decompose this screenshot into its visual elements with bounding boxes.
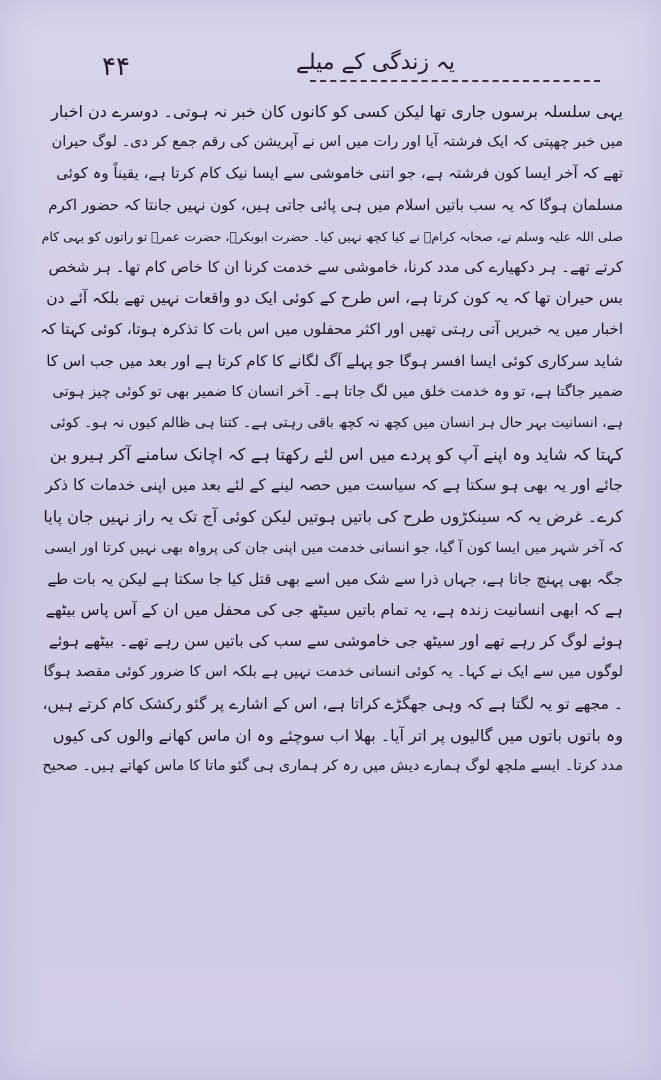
header-rule [310, 80, 600, 82]
running-title: یہ زندگی کے میلے [295, 50, 455, 75]
text-line: شاید سرکاری کوئی ایسا افسر ہوگا جو پہلے آگ لگانے کا کام کرتا ہے اور بعد میں جب اس کا [46, 351, 623, 370]
text-line: میں خبر چھپتی کہ ایک فرشتہ آیا اور رات میں اس نے آپریشن کی رقم جمع کر دی۔ لوگ حیران [51, 134, 623, 151]
text-line: کہتا کہ شاید وہ اپنے آپ کو پردے میں اس لئے رکھتا ہے کہ اچانک سامنے آکر ہیرو بن [49, 445, 623, 465]
text-line: ہے، انسانیت بہر حال ہر انسان میں کچھ نہ کچھ باقی رہتی ہے۔ کتنا ہی ظالم کیوں نہ ہو۔ کوئی [50, 414, 623, 431]
text-line: کرتے تھے۔ ہر دکھیارے کی مدد کرنا، خاموشی سے خدمت کرنا ان کا خاص کام تھا۔ ہر شخص [48, 257, 623, 276]
text-line: اخبار میں یہ خبریں آتی رہتی تھیں اور اکثر محفلوں میں اس بات کا تذکرہ ہوتا، کوئی کہتا کہ [40, 320, 623, 339]
text-line: صلی اللہ علیہ وسلم نے، صحابہ کرامؓ نے کیا کچھ نہیں کیا۔ حضرت ابوبکرؓ، حضرت عمرؓ تو راتوں کو یہی کام [41, 228, 623, 244]
text-line: مدد کرتا۔ ایسے ملچھ لوگ ہمارے دیش میں رہ کر ہماری ہی گئو ماتا کا ماس کھاتے ہیں۔ صحیح [42, 757, 623, 774]
text-line: ہوئے لوگ کر رہے تھے اور سیٹھ جی خاموشی سے سب کی باتیں سن رہے تھے۔ بیٹھے ہوئے [48, 632, 623, 651]
text-line: یہی سلسلہ برسوں جاری تھا لیکن کسی کو کانوں کان خبر نہ ہوتی۔ دوسرے دن اخبار [51, 102, 623, 121]
text-line: کرے۔ غرض یہ کہ سینکڑوں طرح کی باتیں ہوتیں لیکن کوئی آج تک یہ راز نہیں جان پایا [43, 507, 623, 527]
text-line: مسلمان ہوگا کہ یہ سب باتیں اسلام میں ہی پائی جاتی ہیں، کون نہیں جانتا کہ حضور اکرم [48, 195, 623, 214]
text-line: کہ آخر شہر میں ایسا کون آ گیا، جو انسانی خدمت میں اپنی جان کی پرواہ بھی نہیں کرتا اور ایسی [44, 539, 623, 556]
text-line: ہے کہ ابھی انسانیت زندہ ہے، یہ تمام باتیں سیٹھ جی کی محفل میں ان کے آس پاس بیٹھے [45, 601, 623, 619]
text-line: جائے اور یہ بھی ہو سکتا ہے کہ سیاست میں حصہ لینے کے لئے بعد میں اپنی خدمات کا ذکر [45, 476, 623, 495]
page-header [60, 40, 605, 86]
text-line: جگہ بھی پہنچ جاتا ہے، جہاں ذرا سے شک میں اسے بھی قتل کیا جا سکتا ہے لیکن یہ بات طے [47, 569, 623, 588]
text-line: لوگوں میں سے ایک نے کہا۔ یہ کوئی انسانی خدمت نہیں ہے بلکہ اس کا ضرور کوئی مقصد ہوگا [43, 664, 623, 681]
page-number: ۴۴ [102, 52, 130, 82]
body-text [38, 96, 623, 996]
text-line: بس حیران تھا کہ یہ کون کرتا ہے، اس طرح کے کوئی ایک دو واقعات نہیں تھے بلکہ آئے دن [46, 289, 623, 308]
text-line: ۔ مجھے تو یہ لگتا ہے کہ وہی جھگڑے کراتا ہے، اس کے اشارے پر گئو رکشک کام کرتے ہیں، [42, 694, 623, 713]
text-line: تھے کہ آخر ایسا کون فرشتہ ہے، جو اتنی خاموشی سے ایسا نیک کام کرتا ہے، یقیناً وہ کوئی [56, 164, 623, 183]
text-line: وہ باتوں باتوں میں گالیوں پر اتر آیا۔ بھلا اب سوچئے وہ ان ماس کھانے والوں کی کیوں [52, 725, 623, 745]
text-line: ضمیر جاگتا ہے، تو وہ خدمت خلق میں لگ جاتا ہے۔ آخر انسان کا ضمیر بھی تو کوئی چیز ہوتی [52, 383, 623, 400]
